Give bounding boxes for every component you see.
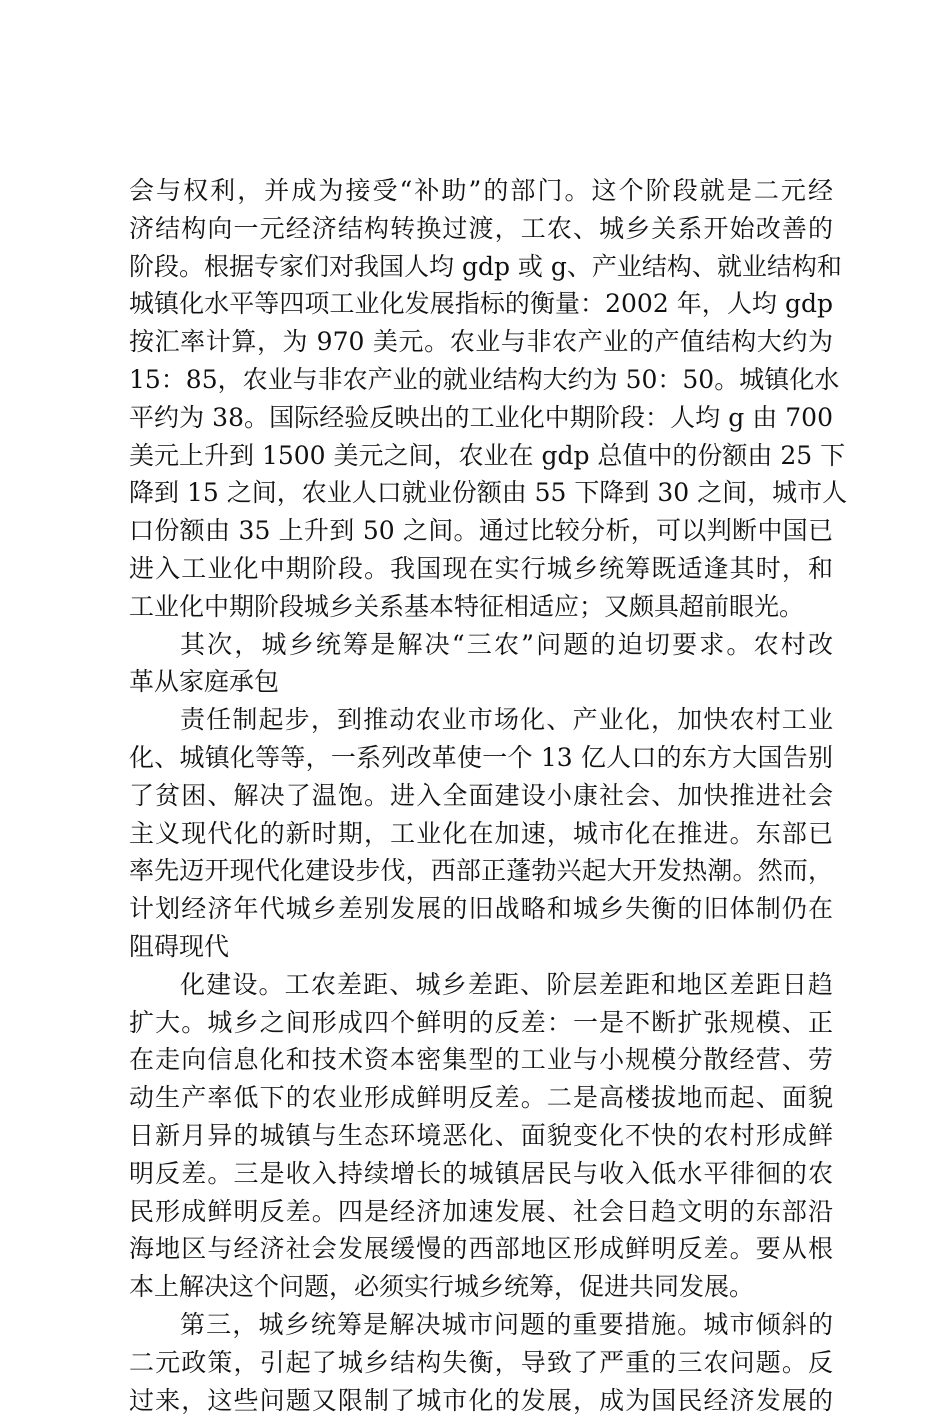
text-line: 在走向信息化和技术资本密集型的工业与小规模分散经营、劳 (129, 1041, 833, 1079)
text-line: 了贫困、解决了温饱。进入全面建设小康社会、加快推进社会 (129, 777, 833, 815)
text-line: 化、城镇化等等，一系列改革使一个 13 亿人口的东方大国告别 (129, 739, 833, 777)
text-line: 会与权利，并成为接受“补助”的部门。这个阶段就是二元经 (129, 172, 833, 210)
text-line: 主义现代化的新时期，工业化在加速，城市化在推进。东部已 (129, 815, 833, 853)
text-line: 平约为 38。国际经验反映出的工业化中期阶段：人均 g 由 700 (129, 399, 833, 437)
text-line: 进入工业化中期阶段。我国现在实行城乡统筹既适逢其时，和 (129, 550, 833, 588)
text-line: 按汇率计算，为 970 美元。农业与非农产业的产值结构大约为 (129, 323, 833, 361)
text-line: 城镇化水平等四项工业化发展指标的衡量：2002 年，人均 gdp (129, 285, 833, 323)
text-line: 责任制起步，到推动农业市场化、产业化，加快农村工业 (129, 701, 833, 739)
text-line: 美元上升到 1500 美元之间，农业在 gdp 总值中的份额由 25 下 (129, 437, 833, 475)
text-line: 15：85，农业与非农产业的就业结构大约为 50：50。城镇化水 (129, 361, 833, 399)
text-line: 工业化中期阶段城乡关系基本特征相适应；又颇具超前眼光。 (129, 588, 833, 626)
text-line: 日新月异的城镇与生态环境恶化、面貌变化不快的农村形成鲜 (129, 1117, 833, 1155)
text-line: 口份额由 35 上升到 50 之间。通过比较分析，可以判断中国已 (129, 512, 833, 550)
text-line: 计划经济年代城乡差别发展的旧战略和城乡失衡的旧体制仍在 (129, 890, 833, 928)
text-line: 海地区与经济社会发展缓慢的西部地区形成鲜明反差。要从根 (129, 1230, 833, 1268)
text-line: 济结构向一元经济结构转换过渡，工农、城乡关系开始改善的 (129, 210, 833, 248)
text-line: 动生产率低下的农业形成鲜明反差。二是高楼拔地而起、面貌 (129, 1079, 833, 1117)
text-line: 明反差。三是收入持续增长的城镇居民与收入低水平徘徊的农 (129, 1155, 833, 1193)
text-line: 率先迈开现代化建设步伐，西部正蓬勃兴起大开发热潮。然而， (129, 852, 833, 890)
text-line: 革从家庭承包 (129, 663, 833, 701)
text-line: 二元政策，引起了城乡结构失衡，导致了严重的三农问题。反 (129, 1344, 833, 1382)
text-line: 降到 15 之间，农业人口就业份额由 55 下降到 30 之间，城市人 (129, 474, 833, 512)
text-line: 阻碍现代 (129, 928, 833, 966)
text-line: 扩大。城乡之间形成四个鲜明的反差：一是不断扩张规模、正 (129, 1004, 833, 1042)
text-line: 第三，城乡统筹是解决城市问题的重要措施。城市倾斜的 (129, 1306, 833, 1344)
text-line: 阶段。根据专家们对我国人均 gdp 或 g、产业结构、就业结构和 (129, 248, 833, 286)
document-body (129, 172, 833, 1419)
text-line: 化建设。工农差距、城乡差距、阶层差距和地区差距日趋 (129, 966, 833, 1004)
text-line: 其次，城乡统筹是解决“三农”问题的迫切要求。农村改 (129, 626, 833, 664)
text-line: 民形成鲜明反差。四是经济加速发展、社会日趋文明的东部沿 (129, 1193, 833, 1231)
text-line: 本上解决这个问题，必须实行城乡统筹，促进共同发展。 (129, 1268, 833, 1306)
text-line: 过来，这些问题又限制了城市化的发展，成为国民经济发展的 (129, 1382, 833, 1419)
